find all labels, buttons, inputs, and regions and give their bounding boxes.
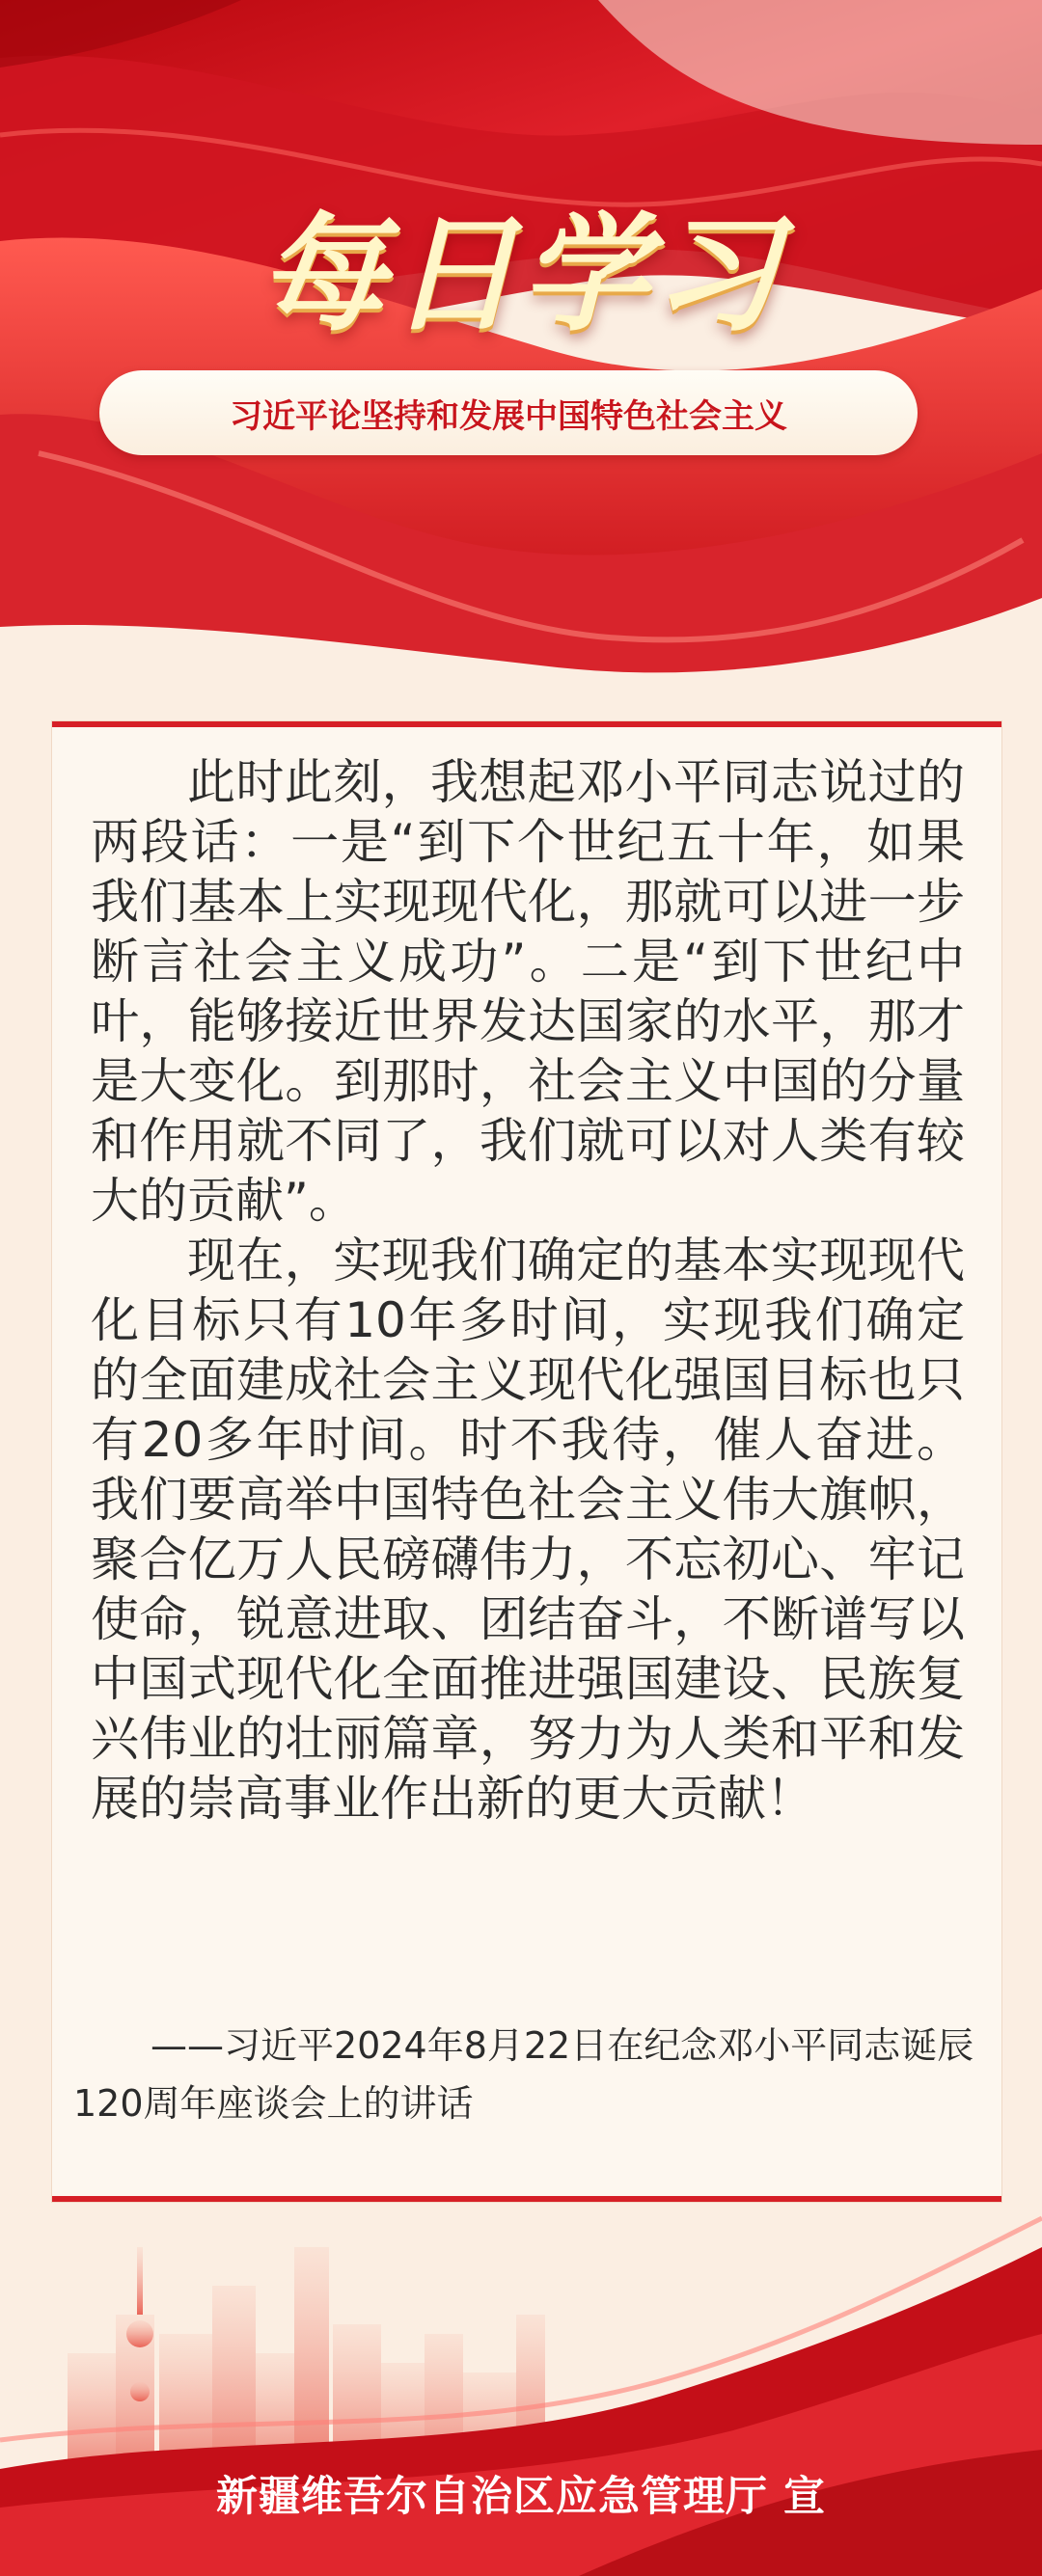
article-source: ——习近平2024年8月22日在纪念邓小平同志诞辰120周年座谈会上的讲话 (73, 2024, 974, 2125)
subtitle-banner (99, 370, 918, 455)
card-bottom-border (52, 2196, 1001, 2202)
article-paragraph: 现在，实现我们确定的基本实现现代化目标只有10年多时间，实现我们确定的全面建成社会主义现代化强国目标也只有20多年时间。时不我待，催人奋进。我们要高举中国特色社会主义伟大旗帜，聚合亿万人民磅礴伟力，不忘初心、牢记使命，锐意进取、团结奋斗，不断谱写以中国式现代化全面推进强国建设、民族复兴伟业的壮丽篇章，努力为人类和平和发展的崇高事业作出新的更大贡献！ (91, 1233, 965, 1827)
article-paragraph: 此时此刻，我想起邓小平同志说过的两段话：一是“到下个世纪五十年，如果我们基本上实现现代化，那就可以进一步断言社会主义成功”。二是“到下世纪中叶，能够接近世界发达国家的水平，那才是大变化。到那时，社会主义中国的分量和作用就不同了，我们就可以对人类有较大的贡献”。 (91, 754, 965, 1229)
subtitle-text: 习近平论坚持和发展中国特色社会主义 (230, 396, 787, 436)
article-body (91, 752, 965, 1829)
publisher-credit: 新疆维吾尔自治区应急管理厅 宣 (216, 2473, 826, 2521)
page-title: 每日学习 (259, 201, 783, 349)
card-top-border (52, 721, 1001, 727)
article-card (52, 721, 1001, 2202)
